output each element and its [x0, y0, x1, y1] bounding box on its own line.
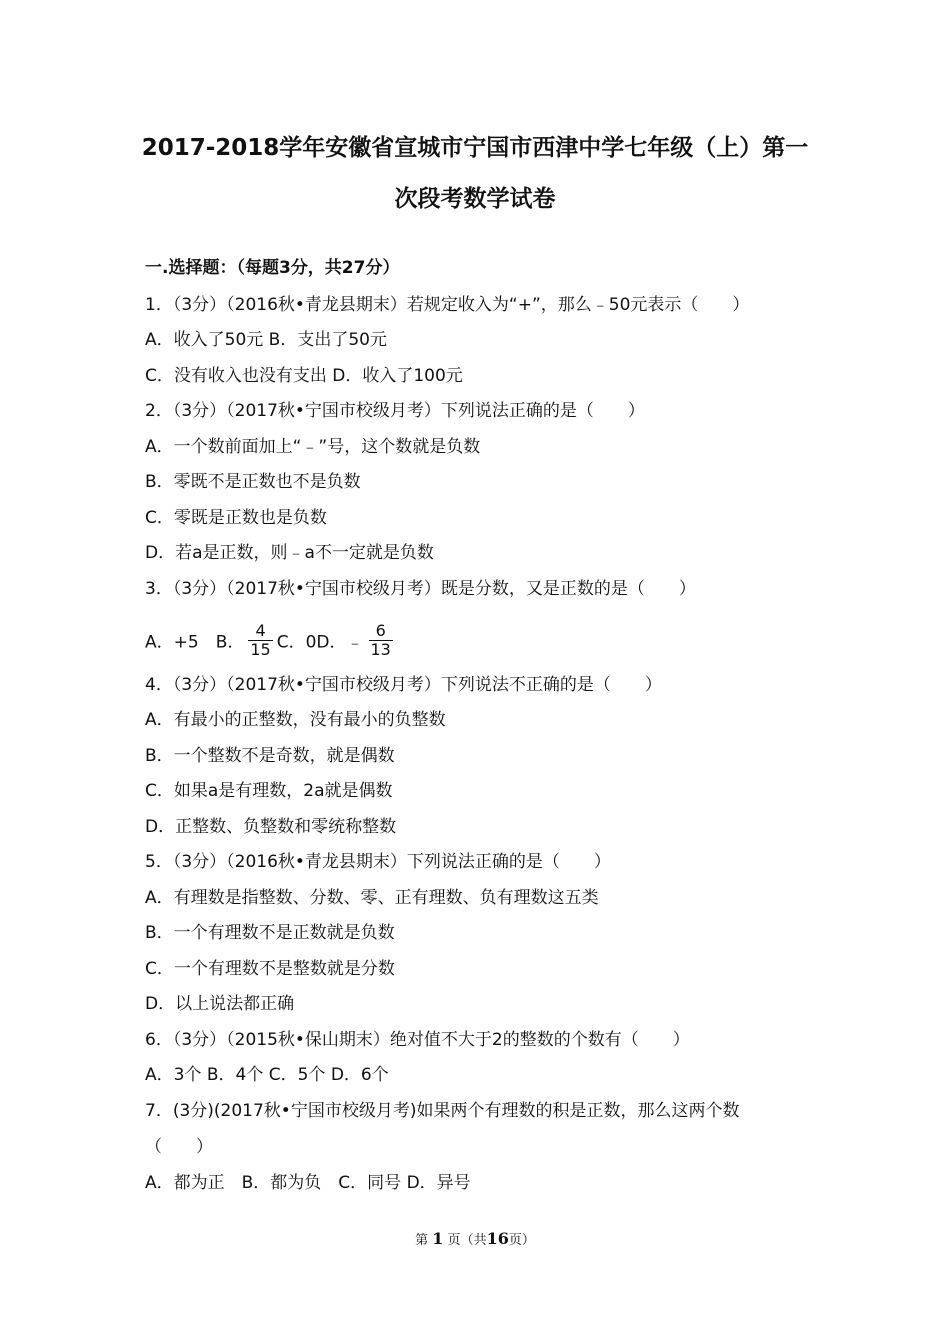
- page-title-line-1: 2017-2018学年安徽省宣城市宁国市西津中学七年级（上）第一: [141, 135, 809, 161]
- page-title-line-2: 次段考数学试卷: [394, 186, 556, 212]
- fraction-d: [346, 621, 397, 661]
- q2-option-c: C．零既是正数也是负数: [145, 508, 327, 528]
- footer-middle: 页（共: [447, 1233, 487, 1248]
- q5-option-d: D．以上说法都正确: [145, 994, 295, 1014]
- question-5: 5．（3分）（2016秋•青龙县期末）下列说法正确的是（ ）: [145, 852, 611, 872]
- q6-options: A．3个 B．4个 C．5个 D．6个: [145, 1065, 389, 1085]
- q5-option-b: B．一个有理数不是正数就是负数: [145, 923, 395, 943]
- question-7: 7．(3分)(2017秋•宁国市校级月考)如果两个有理数的积是正数，那么这两个数: [145, 1101, 740, 1121]
- q3-options-cd-label: C．0D．: [276, 632, 347, 653]
- fraction-b-numerator: 4: [248, 622, 272, 641]
- q3-options: [145, 621, 397, 661]
- q4-option-b: B．一个整数不是奇数，就是偶数: [145, 746, 395, 766]
- fraction-d-denominator: 13: [370, 640, 391, 659]
- q2-option-d: D．若a是正数，则﹣a不一定就是负数: [145, 543, 434, 563]
- q5-option-a: A．有理数是指整数、分数、零、正有理数、负有理数这五类: [145, 888, 599, 908]
- page-footer: [0, 1229, 950, 1251]
- q4-option-d: D．正整数、负整数和零统称整数: [145, 817, 397, 837]
- fraction-d-body: [369, 622, 393, 659]
- q4-option-c: C．如果a是有理数，2a就是偶数: [145, 781, 393, 801]
- q1-options-ab: A．收入了50元 B．支出了50元: [145, 330, 387, 350]
- q1-options-cd: C．没有收入也没有支出 D．收入了100元: [145, 366, 463, 386]
- question-3: 3．（3分）（2017秋•宁国市校级月考）既是分数，又是正数的是（ ）: [145, 579, 696, 599]
- footer-suffix: 页）: [508, 1233, 535, 1248]
- q3-options-ab-label: A．+5 B．: [145, 632, 245, 653]
- q7-options: A．都为正 B．都为负 C．同号 D．异号: [145, 1173, 471, 1193]
- q2-option-b: B．零既不是正数也不是负数: [145, 472, 361, 492]
- fraction-d-sign: ﹣: [346, 632, 364, 653]
- q2-option-a: A．一个数前面加上“﹣”号，这个数就是负数: [145, 437, 481, 457]
- question-7-blank: （ ）: [145, 1137, 213, 1157]
- q4-option-a: A．有最小的正整数，没有最小的负整数: [145, 710, 446, 730]
- section-heading: 一.选择题：（每题3分，共27分）: [145, 258, 400, 278]
- fraction-d-numerator: 6: [369, 622, 393, 641]
- question-6: 6．（3分）（2015秋•保山期末）绝对值不大于2的整数的个数有（ ）: [145, 1030, 690, 1050]
- fraction-b-denominator: 15: [250, 640, 271, 659]
- question-2: 2．（3分）（2017秋•宁国市校级月考）下列说法正确的是（ ）: [145, 401, 645, 421]
- fraction-b: [248, 622, 272, 659]
- footer-page-number: 1: [432, 1229, 444, 1248]
- q5-option-c: C．一个有理数不是整数就是分数: [145, 959, 395, 979]
- footer-prefix: 第: [415, 1233, 429, 1248]
- question-4: 4．（3分）（2017秋•宁国市校级月考）下列说法不正确的是（ ）: [145, 675, 662, 695]
- footer-total-pages: 16: [486, 1229, 509, 1248]
- question-1: 1．（3分）（2016秋•青龙县期末）若规定收入为“+”，那么﹣50元表示（ ）: [145, 295, 750, 315]
